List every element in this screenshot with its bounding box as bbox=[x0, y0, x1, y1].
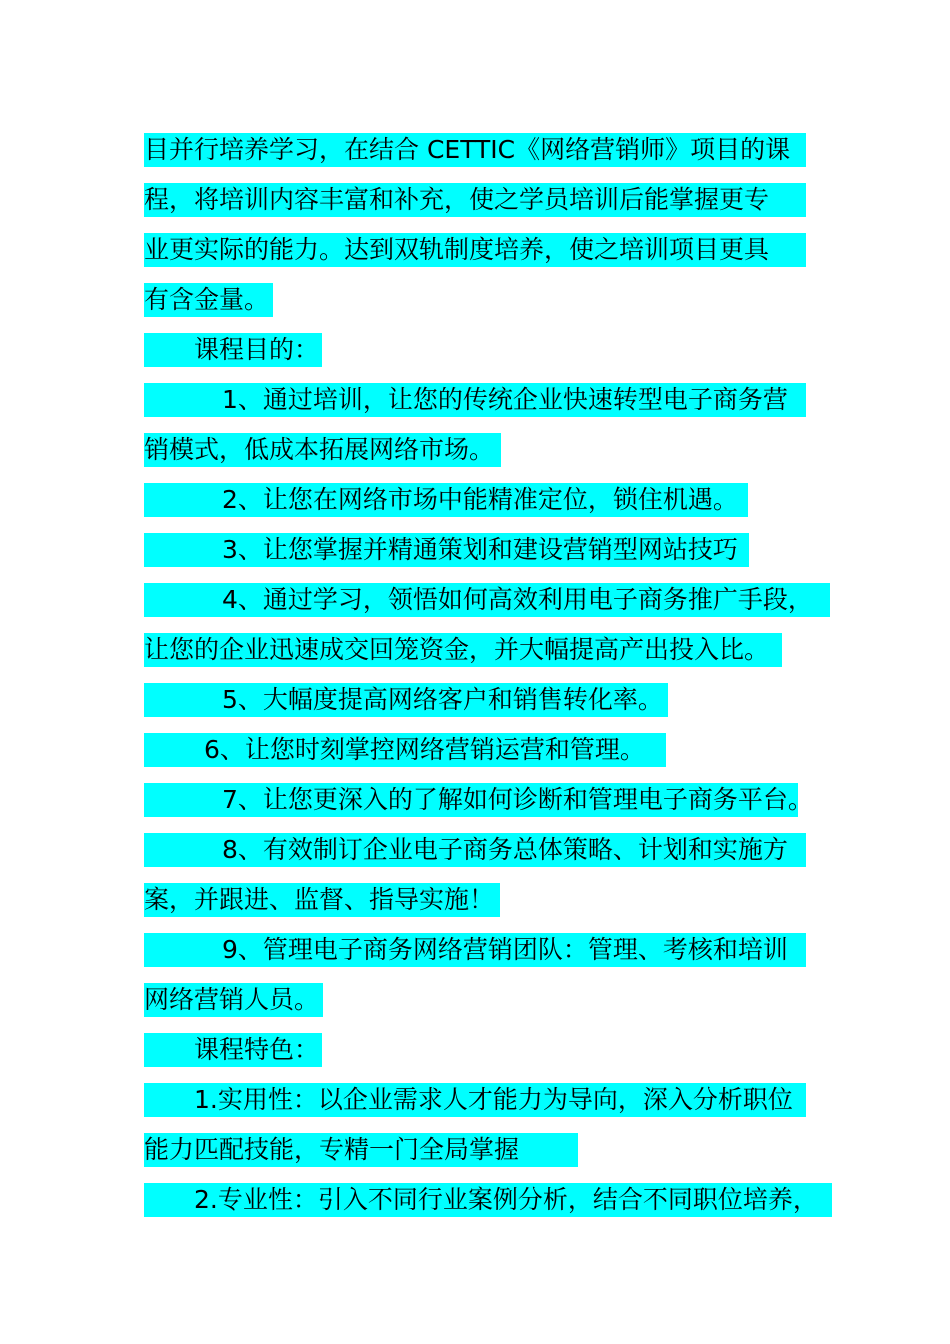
text-line bbox=[144, 833, 806, 867]
text-line bbox=[144, 433, 501, 467]
highlighted-text: 3、让您掌握并精通策划和建设营销型网站技巧 bbox=[144, 533, 749, 567]
text-line bbox=[144, 233, 806, 267]
highlighted-text: 4、通过学习，领悟如何高效利用电子商务推广手段， bbox=[144, 583, 830, 617]
text-line bbox=[144, 783, 813, 817]
text-line bbox=[144, 383, 806, 417]
text-line bbox=[144, 283, 273, 317]
highlighted-text: 9、管理电子商务网络营销团队：管理、考核和培训 bbox=[144, 933, 806, 967]
text-line bbox=[144, 733, 666, 767]
text-line bbox=[144, 983, 323, 1017]
text-line bbox=[144, 1083, 806, 1117]
highlighted-text: 7、让您更深入的了解如何诊断和管理电子商务平台。 bbox=[144, 783, 798, 817]
text-line bbox=[144, 883, 500, 917]
highlighted-text: 5、大幅度提高网络客户和销售转化率。 bbox=[144, 683, 668, 717]
text-line bbox=[144, 1183, 832, 1217]
text-line bbox=[144, 533, 749, 567]
highlighted-text: 课程特色： bbox=[144, 1033, 322, 1067]
text-line bbox=[144, 483, 748, 517]
text-line bbox=[144, 633, 782, 667]
highlighted-text: 6、让您时刻掌控网络营销运营和管理。 bbox=[144, 733, 666, 767]
highlighted-text: 程，将培训内容丰富和补充，使之学员培训后能掌握更专 bbox=[144, 183, 806, 217]
highlighted-text: 网络营销人员。 bbox=[144, 983, 323, 1017]
text-line bbox=[144, 583, 830, 617]
highlighted-text: 8、有效制订企业电子商务总体策略、计划和实施方 bbox=[144, 833, 806, 867]
highlighted-text: 有含金量。 bbox=[144, 283, 273, 317]
text-line bbox=[144, 183, 806, 217]
highlighted-text: 1.实用性：以企业需求人才能力为导向，深入分析职位 bbox=[144, 1083, 806, 1117]
highlighted-text: 1、通过培训，让您的传统企业快速转型电子商务营 bbox=[144, 383, 806, 417]
highlighted-text: 目并行培养学习，在结合 CETTIC《网络营销师》项目的课 bbox=[144, 133, 806, 167]
section-heading bbox=[144, 1033, 322, 1067]
highlighted-text: 销模式，低成本拓展网络市场。 bbox=[144, 433, 501, 467]
highlighted-text: 案，并跟进、监督、指导实施！ bbox=[144, 883, 500, 917]
highlighted-text: 2.专业性：引入不同行业案例分析，结合不同职位培养， bbox=[144, 1183, 832, 1217]
highlighted-text: 业更实际的能力。达到双轨制度培养，使之培训项目更具 bbox=[144, 233, 806, 267]
highlighted-text: 能力匹配技能，专精一门全局掌握 bbox=[144, 1133, 578, 1167]
text-line bbox=[144, 933, 806, 967]
text-line bbox=[144, 683, 668, 717]
text-line bbox=[144, 133, 806, 167]
text-line bbox=[144, 1133, 578, 1167]
highlighted-text: 课程目的： bbox=[144, 333, 322, 367]
section-heading bbox=[144, 333, 322, 367]
highlighted-text: 2、让您在网络市场中能精准定位，锁住机遇。 bbox=[144, 483, 748, 517]
highlighted-text: 让您的企业迅速成交回笼资金，并大幅提高产出投入比。 bbox=[144, 633, 782, 667]
